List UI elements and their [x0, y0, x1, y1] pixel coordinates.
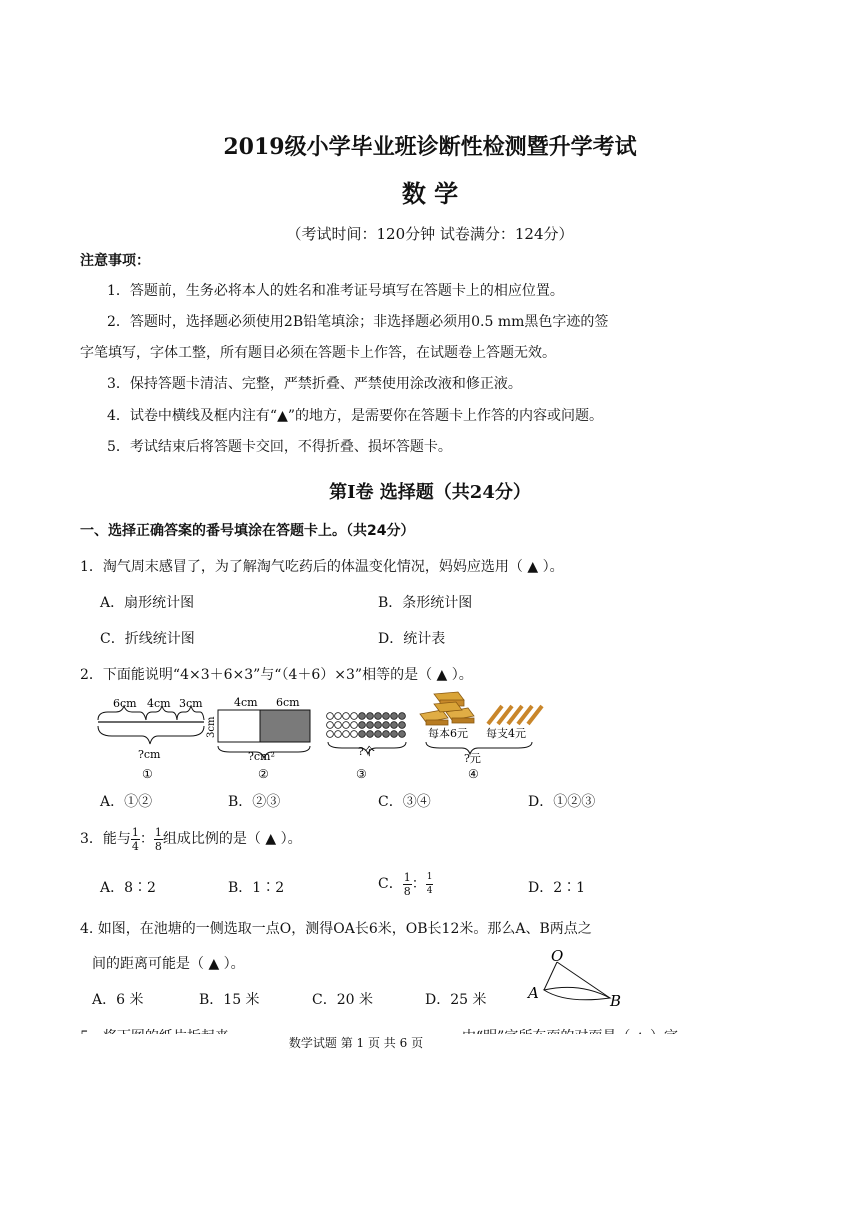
q2-figure-3 — [327, 713, 406, 738]
q4-option-c: C．20 米 — [312, 992, 373, 1008]
q4-option-b: B．15 米 — [199, 992, 260, 1008]
q3-frac1-num: 1 — [131, 825, 139, 839]
q3-optc-frac2-den: 4 — [426, 885, 433, 896]
dot — [399, 713, 406, 720]
fig4-price1-label: 每本6元 — [428, 727, 468, 740]
q1-option-b: B．条形统计图 — [378, 595, 473, 611]
q3-stem-post: 组成比例的是（ ▲ ）。 — [162, 831, 302, 847]
dot — [351, 731, 358, 738]
q3-frac2-den: 8 — [154, 839, 162, 853]
q2-option-d: D．①②③ — [528, 794, 596, 810]
dot — [375, 722, 382, 729]
q3-fraction-2 — [154, 826, 163, 853]
dot — [383, 731, 390, 738]
point-a-label: A — [528, 984, 539, 1002]
dot — [367, 713, 374, 720]
q3-option-a: A．8∶2 — [100, 880, 156, 896]
dot — [335, 722, 342, 729]
exam-meta: （考试时间：120分钟 试卷满分：124分） — [286, 225, 574, 243]
dot — [383, 722, 390, 729]
q2-option-a: A．①② — [100, 794, 153, 810]
q3-frac1-den: 4 — [131, 839, 139, 853]
fig1-seg2-label: 4cm — [147, 697, 171, 710]
pencil-icon — [488, 706, 542, 724]
q3-option-c-label: C． — [378, 876, 403, 892]
dot — [343, 731, 350, 738]
fig2-w2-label: 6cm — [276, 696, 300, 709]
q4-pond-figure — [520, 946, 630, 1012]
fig1-seg3-label: 3cm — [179, 697, 203, 710]
q4-option-d: D．25 米 — [425, 992, 487, 1008]
q3-stem — [80, 823, 302, 855]
dot — [367, 722, 374, 729]
dot — [359, 713, 366, 720]
fig4-total-label: ?元 — [464, 752, 481, 765]
subject-title: 数 学 — [401, 179, 459, 208]
section-title: 第I卷 选择题（共24分） — [329, 482, 531, 503]
dot — [343, 722, 350, 729]
dot — [343, 713, 350, 720]
fig2-total-label: ?cm² — [248, 750, 275, 763]
dot — [399, 731, 406, 738]
q4-stem-line-1: 4. 如图，在池塘的一侧选取一点O，测得OA长6米，OB长12米。那么A、B两点之 — [80, 921, 592, 937]
fig2-number-label: ② — [258, 767, 269, 781]
q3-fraction-1 — [131, 826, 140, 853]
q1-option-c: C．折线统计图 — [100, 631, 195, 647]
q3-frac2-num: 1 — [154, 825, 162, 839]
dot — [399, 722, 406, 729]
dot — [391, 713, 398, 720]
q1-stem: 1．淘气周末感冒了，为了解淘气吃药后的体温变化情况，妈妈应选用（ ▲ ）。 — [80, 559, 564, 575]
q2-stem: 2．下面能说明“4×3＋6×3”与“（4＋6）×3”相等的是（ ▲ ）。 — [80, 667, 473, 683]
dot — [335, 713, 342, 720]
dot — [351, 713, 358, 720]
q4-option-a: A．6 米 — [92, 992, 144, 1008]
dot — [327, 722, 334, 729]
note-item-2: 2．答题时，选择题必须使用2B铅笔填涂；非选择题必须用0.5 mm黑色字迹的签 — [107, 314, 609, 330]
fig4-number-label: ④ — [468, 767, 479, 781]
book-icon — [420, 692, 474, 725]
note-item-3: 3．保持答题卡清洁、完整，严禁折叠、严禁使用涂改液和修正液。 — [107, 376, 522, 392]
q3-optc-fraction-2 — [426, 871, 434, 898]
dot — [375, 713, 382, 720]
dot — [335, 731, 342, 738]
q2-option-b: B．②③ — [228, 794, 281, 810]
q1-option-a: A．扇形统计图 — [100, 595, 195, 611]
fig1-number-label: ① — [142, 767, 153, 781]
fig1-seg1-label: 6cm — [113, 697, 137, 710]
q2-option-c: C．③④ — [378, 794, 431, 810]
q3-option-d: D．2∶1 — [528, 880, 586, 896]
fig1-total-label: ?cm — [138, 748, 161, 761]
dot — [383, 713, 390, 720]
note-item-2-cont: 字笔填写，字体工整，所有题目必须在答题卡上作答，在试题卷上答题无效。 — [80, 345, 556, 361]
q2-figures — [90, 690, 560, 785]
q3-optc-frac1-den: 8 — [403, 884, 411, 898]
q4-stem-line-2: 间的距离可能是（ ▲ ）。 — [92, 956, 245, 972]
q2-figure-4 — [420, 692, 542, 781]
dot — [391, 731, 398, 738]
exam-title: 2019级小学毕业班诊断性检测暨升学考试 — [223, 134, 637, 160]
dot — [367, 731, 374, 738]
dot — [359, 731, 366, 738]
fig2-w1-label: 4cm — [234, 696, 258, 709]
dot — [391, 722, 398, 729]
q3-optc-frac2-num: 1 — [426, 871, 434, 885]
q3-optc-fraction-1 — [403, 871, 412, 898]
point-b-label: B — [610, 992, 622, 1010]
fig3-number-label: ③ — [356, 767, 367, 781]
dot — [359, 722, 366, 729]
q3-optc-colon: ： — [411, 876, 426, 892]
fig2-side-label: 3cm — [206, 716, 217, 738]
q3-optc-frac1-num: 1 — [403, 870, 411, 884]
q2-figure-1 — [98, 697, 204, 781]
note-item-5: 5．考试结束后将答题卡交回，不得折叠、损坏答题卡。 — [107, 439, 452, 455]
q3-colon: ： — [139, 831, 154, 847]
q3-option-c — [378, 868, 433, 900]
notes-heading: 注意事项： — [80, 253, 150, 269]
q3-option-b: B．1∶2 — [228, 880, 285, 896]
dot — [351, 722, 358, 729]
fig4-price2-label: 每支4元 — [486, 727, 526, 740]
dot — [327, 713, 334, 720]
q2-figure-2 — [206, 696, 310, 781]
q3-stem-pre: 3．能与 — [80, 831, 131, 847]
page-footer: 数学试题 第 1 页 共 6 页 — [0, 1034, 712, 1051]
fig3-total-label: ?个 — [358, 745, 375, 758]
point-o-label: O — [551, 947, 564, 965]
q1-option-d: D．统计表 — [378, 631, 446, 647]
note-item-4: 4．试卷中横线及框内注有“▲”的地方，是需要你在答题卡上作答的内容或问题。 — [107, 408, 603, 424]
part-heading: 一、选择正确答案的番号填涂在答题卡上。（共24分） — [80, 523, 415, 539]
dot — [327, 731, 334, 738]
dot — [375, 731, 382, 738]
note-item-1: 1．答题前，生务必将本人的姓名和准考证号填写在答题卡上的相应位置。 — [107, 283, 564, 299]
